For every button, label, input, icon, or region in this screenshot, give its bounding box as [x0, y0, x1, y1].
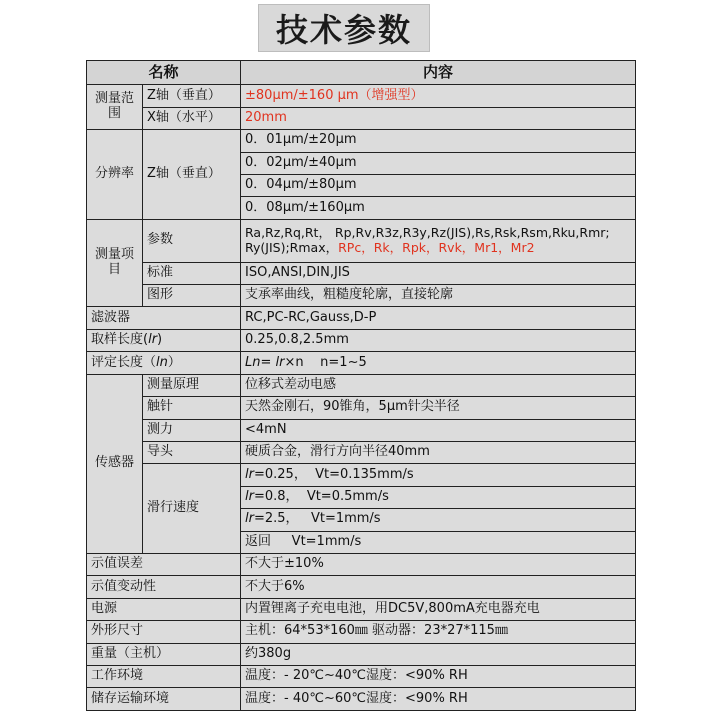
force-value: <4mN [241, 419, 636, 441]
speed-var: lr [245, 466, 254, 482]
cutoff-label-pre: 取样长度( [91, 332, 149, 348]
guide-label: 导头 [143, 441, 241, 463]
speed-text: =0.8， Vt=0.5mm/s [253, 488, 389, 504]
table-row [87, 107, 636, 129]
weight-label: 重量（主机） [87, 643, 241, 665]
speed-var: lr [245, 511, 254, 527]
speed-text: =2.5， Vt=1mm/s [253, 511, 381, 527]
stylus-value: 天然金刚石，90锥角，5μm针尖半径 [241, 397, 636, 419]
eval-length-value [241, 352, 636, 374]
storage-env-value: 温度：- 40℃~60℃湿度：<90% RH [241, 688, 636, 711]
params-label: 参数 [143, 219, 241, 262]
stylus-label: 触针 [143, 397, 241, 419]
speed-text: =0.25， Vt=0.135mm/s [253, 466, 414, 482]
params-line-2-highlight: RPc，Rk，Rpk，Rvk，Mr1，Mr2 [338, 239, 535, 255]
cutoff-label-var: lr [148, 332, 158, 348]
speed-value [241, 509, 636, 531]
graph-value: 支承率曲线，粗糙度轮廓，直接轮廓 [241, 285, 636, 307]
speed-value [241, 531, 636, 553]
table-row [87, 665, 636, 687]
weight-value: 约380g [241, 643, 636, 665]
table-row [87, 397, 636, 419]
speed-text: 返回 Vt=1mm/s [245, 533, 362, 549]
table-row [87, 307, 636, 329]
eval-var-1: Ln [245, 354, 261, 370]
table-row [87, 285, 636, 307]
variation-label: 示值变动性 [87, 576, 241, 598]
table-row [87, 688, 636, 711]
filter-value: RC,PC-RC,Gauss,D-P [241, 307, 636, 329]
table-row [87, 441, 636, 463]
table-row [87, 576, 636, 598]
eval-mid: = [260, 354, 276, 370]
speed-var: lr [245, 488, 254, 504]
eval-label-post: ） [167, 354, 181, 370]
dimensions-value: 主机：64*53*160㎜ 驱动器：23*27*115㎜ [241, 621, 636, 643]
table-row [87, 464, 636, 486]
eval-post: ×n n=1~5 [284, 354, 367, 370]
range-z-value: ±80μm/±160 μm（增强型） [241, 85, 636, 107]
page-title: 技术参数 [258, 4, 430, 52]
params-value [241, 219, 636, 262]
cutoff-label-post: ) [157, 332, 163, 348]
range-z-label: Z轴（垂直） [143, 85, 241, 107]
spec-table [86, 60, 636, 711]
range-x-label: X轴（水平） [143, 107, 241, 129]
eval-length-label [87, 352, 241, 374]
header-content: 内容 [241, 61, 636, 85]
table-row [87, 219, 636, 262]
sensor-group-label: 传感器 [87, 374, 143, 553]
eval-var-2: lr [275, 354, 285, 370]
resolution-value: 0．04μm/±80μm [241, 175, 636, 197]
table-row [87, 329, 636, 351]
accuracy-value: 不大于±10% [241, 553, 636, 575]
eval-label-var: ln [156, 354, 168, 370]
table-row [87, 643, 636, 665]
range-group-label: 测量范围 [87, 85, 143, 130]
variation-value: 不大于6% [241, 576, 636, 598]
table-row [87, 419, 636, 441]
params-line-1: Ra,Rz,Rq,Rt， Rp,Rv,R3z,R3y,Rz(JIS),Rs,Rsk,Rsm,Rku,Rmr; [245, 225, 610, 241]
accuracy-label: 示值误差 [87, 553, 241, 575]
table-row [87, 352, 636, 374]
filter-label: 滤波器 [87, 307, 241, 329]
speed-value [241, 464, 636, 486]
table-row [87, 262, 636, 284]
principle-label: 测量原理 [143, 374, 241, 396]
cutoff-value: 0.25,0.8,2.5mm [241, 329, 636, 351]
working-env-value: 温度：- 20℃~40℃湿度：<90% RH [241, 665, 636, 687]
power-label: 电源 [87, 598, 241, 620]
graph-label: 图形 [143, 285, 241, 307]
table-row [87, 553, 636, 575]
guide-value: 硬质合金，滑行方向半径40mm [241, 441, 636, 463]
table-row [87, 621, 636, 643]
cutoff-label [87, 329, 241, 351]
working-env-label: 工作环境 [87, 665, 241, 687]
resolution-value: 0．01μm/±20μm [241, 130, 636, 152]
resolution-value: 0．08μm/±160μm [241, 197, 636, 219]
principle-value: 位移式差动电感 [241, 374, 636, 396]
range-x-value: 20mm [241, 107, 636, 129]
table-header-row [87, 61, 636, 85]
dimensions-label: 外形尺寸 [87, 621, 241, 643]
standard-label: 标准 [143, 262, 241, 284]
table-row [87, 85, 636, 107]
speed-value [241, 486, 636, 508]
eval-label-pre: 评定长度（ [91, 354, 157, 370]
params-line-2 [245, 241, 631, 255]
resolution-z-label: Z轴（垂直） [143, 130, 241, 220]
items-group-label: 测量项目 [87, 219, 143, 307]
table-row [87, 598, 636, 620]
header-name: 名称 [87, 61, 241, 85]
storage-env-label: 储存运输环境 [87, 688, 241, 711]
params-line-2-base: Ry(JIS);Rmax， [245, 239, 339, 255]
resolution-value: 0．02μm/±40μm [241, 152, 636, 174]
table-row [87, 374, 636, 396]
resolution-group-label: 分辨率 [87, 130, 143, 220]
force-label: 测力 [143, 419, 241, 441]
standard-value: ISO,ANSI,DIN,JIS [241, 262, 636, 284]
table-row [87, 130, 636, 152]
power-value: 内置锂离子充电电池，用DC5V,800mA充电器充电 [241, 598, 636, 620]
speed-label: 滑行速度 [143, 464, 241, 554]
